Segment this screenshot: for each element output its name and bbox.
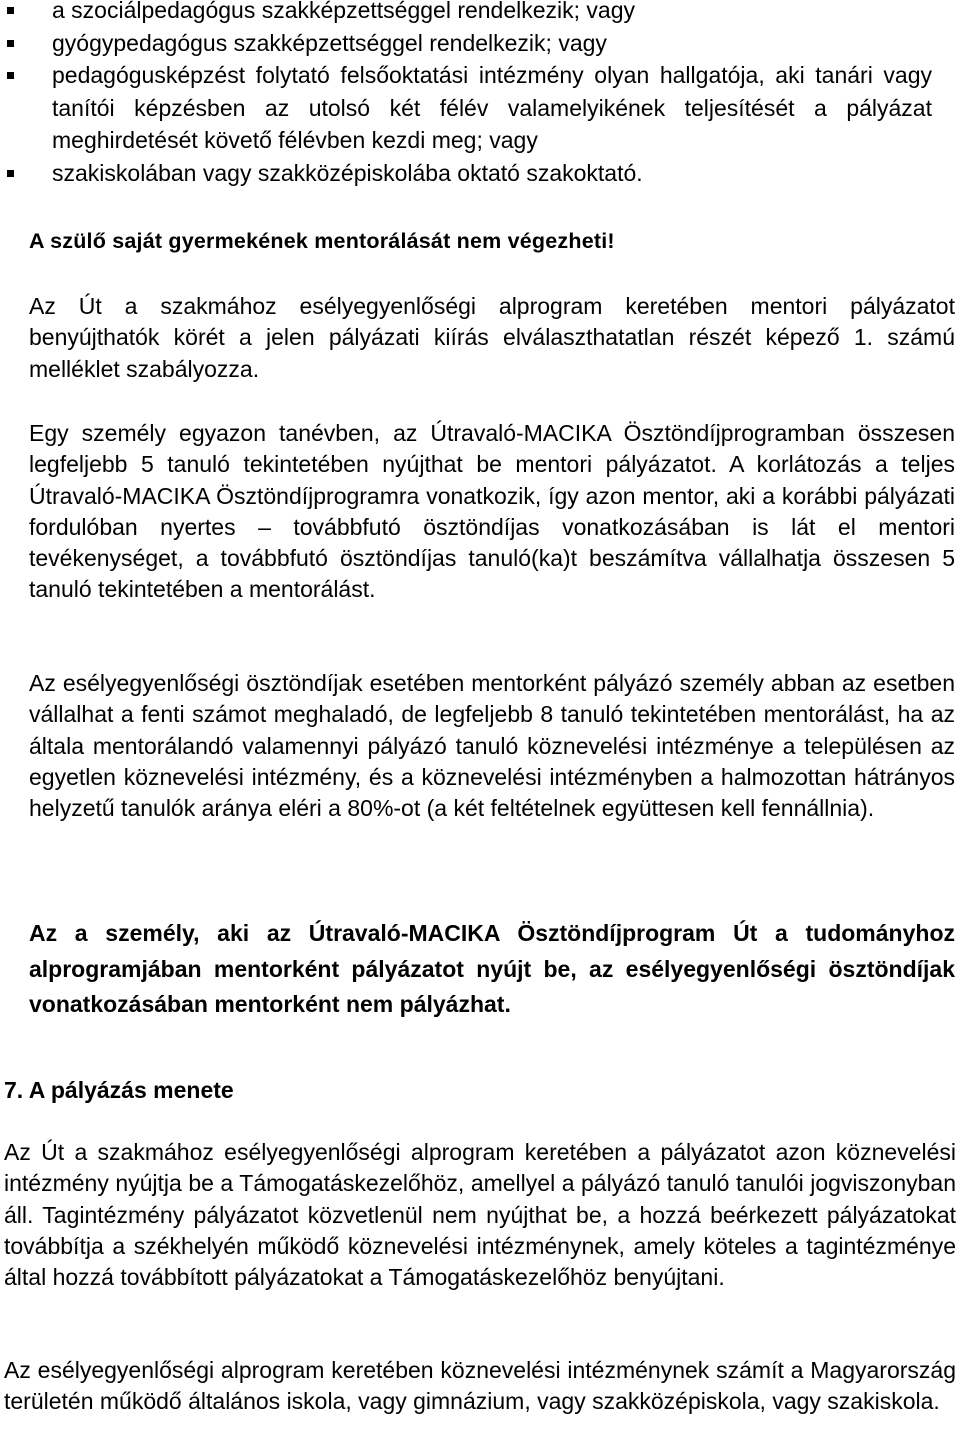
square-bullet-icon — [7, 170, 14, 177]
list-item-text: gyógypedagógus szakképzettséggel rendelkezik; vagy — [52, 29, 607, 56]
square-bullet-icon — [7, 7, 14, 14]
section-heading: 7. A pályázás menete — [4, 1077, 234, 1103]
eligibility-list — [0, 0, 960, 189]
square-bullet-icon — [7, 40, 14, 47]
parent-notice: A szülő saját gyermekének mentorálását nem végezheti! — [29, 229, 615, 253]
square-bullet-icon — [7, 72, 14, 79]
annex-rule-paragraph: Az Út a szakmához esélyegyenlőségi alprogram keretében mentori pályázatot benyújthatók körét a jelen pályázati kiírás elválaszthatatlan részét képező 1. számú melléklet szabályozza. — [29, 293, 955, 382]
submission-paragraph: Az Út a szakmához esélyegyenlőségi alprogram keretében a pályázatot azon köznevelési intézmény nyújtja be a Támogatáskezelőhöz, amellyel a pályázó tanuló tanulói jogviszonyban áll. Tagintézmény pályázatot közvetlenül nem nyújthat be, a hozzá beérkezett pályázatokat továbbítja a székhelyén működő köznevelési intézménynek, amely köteles a tagintézménye által hozzá továbbított pályázatokat a Támogatáskezelőhöz benyújtani. — [4, 1139, 956, 1291]
list-item-text: szakiskolában vagy szakközépiskolába oktató szakoktató. — [52, 159, 643, 186]
list-item-text: a szociálpedagógus szakképzettséggel rendelkezik; vagy — [52, 0, 636, 23]
eligible-institutions-paragraph: Az esélyegyenlőségi alprogram keretében köznevelési intézménynek számít a Magyarország területén működő általános iskola, vagy gimnázium, vagy szakközépiskola, vagy szakiskola. — [4, 1357, 956, 1415]
science-program-paragraph: Az a személy, aki az Útravaló-MACIKA Ösztöndíjprogram Út a tudományhoz alprogramjában mentorként pályázatot nyújt be, az esélyegyenlőségi ösztöndíjak vonatkozásában mentorként nem pályázhat. — [29, 920, 955, 1017]
list-item-text: pedagógusképzést folytató felsőoktatási intézmény olyan hallgatója, aki tanári vagy tanítói képzésben az utolsó két félév valamelyikének teljesítését a pályázat meghirdetését követő félévben kezdi meg; vagy — [52, 62, 932, 153]
list-item — [0, 27, 960, 60]
list-item — [0, 0, 960, 27]
student-limit-paragraph: Egy személy egyazon tanévben, az Útravaló-MACIKA Ösztöndíjprogramban összesen legfeljebb 5 tanuló tekintetében nyújthat be mentori pályázatot. A korlátozás a teljes Útravaló-MACIKA Ösztöndíjprogramra vonatkozik, így azon mentor, aki a korábbi pályázati fordulóban nyertes – továbbfutó ösztöndíjas vonatkozásában is lát el mentori tevékenységet, a továbbfutó ösztöndíjas tanuló(ka)t beszámítva vállalhatja összesen 5 tanuló tekintetében a mentorálást. — [29, 420, 955, 603]
equal-opportunity-paragraph: Az esélyegyenlőségi ösztöndíjak esetében mentorként pályázó személy abban az esetben vállalhat a fenti számot meghaladó, de legfeljebb 8 tanuló tekintetében mentorálást, ha az általa mentorálandó valamennyi pályázó tanuló köznevelési intézménye a településen az egyetlen köznevelési intézmény, és a köznevelési intézményben a halmozottan hátrányos helyzetű tanulók aránya eléri a 80%-ot (a két feltételnek együttesen kell fennállnia). — [29, 670, 955, 822]
list-item — [0, 59, 960, 157]
list-item — [0, 157, 960, 190]
